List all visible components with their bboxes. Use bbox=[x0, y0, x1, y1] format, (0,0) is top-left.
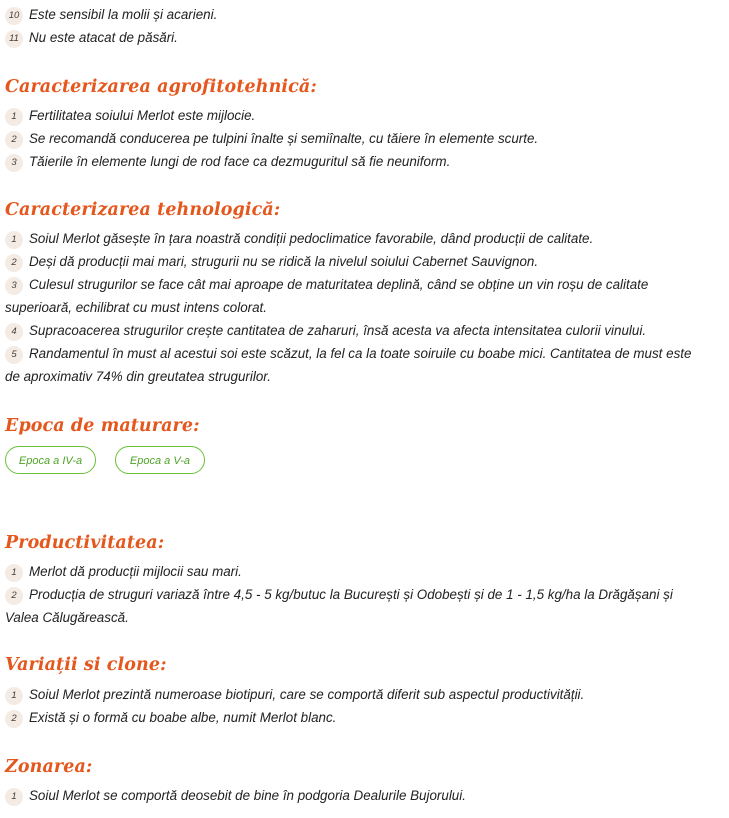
item-number: 11 bbox=[5, 30, 23, 48]
item-number: 3 bbox=[5, 277, 23, 295]
list-item bbox=[5, 683, 705, 706]
item-text: Deși dă producții mai mari, strugurii nu se ridică la nivelul soiului Cabernet Sauvignon. bbox=[29, 254, 539, 269]
item-text: Soiul Merlot se comportă deosebit de bine în podgoria Dealurile Bujorului. bbox=[29, 788, 466, 803]
item-number: 2 bbox=[5, 254, 23, 272]
tag-epoca-v[interactable]: Epoca a V-a bbox=[115, 446, 205, 474]
item-text: Fertilitatea soiului Merlot este mijlocie. bbox=[29, 108, 256, 123]
section-title-agrofitotehnica: Caracterizarea agrofitotehnică: bbox=[5, 77, 317, 97]
item-number: 2 bbox=[5, 710, 23, 728]
list-item bbox=[5, 319, 705, 342]
list-item bbox=[5, 150, 705, 173]
item-number: 1 bbox=[5, 788, 23, 806]
item-number: 3 bbox=[5, 154, 23, 172]
item-text: Este sensibil la molii și acarieni. bbox=[29, 7, 218, 22]
item-number: 2 bbox=[5, 131, 23, 149]
list-item bbox=[5, 342, 705, 388]
tag-epoca-iv[interactable]: Epoca a IV-a bbox=[5, 446, 96, 474]
section-title-epoca-maturare: Epoca de maturare: bbox=[5, 416, 200, 436]
item-number: 1 bbox=[5, 231, 23, 249]
list-item bbox=[5, 26, 705, 49]
list-item bbox=[5, 560, 705, 583]
section-title-variatii-clone: Variații si clone: bbox=[5, 655, 167, 675]
section-title-productivitatea: Productivitatea: bbox=[5, 533, 165, 553]
section-title-tehnologica: Caracterizarea tehnologică: bbox=[5, 200, 281, 220]
item-number: 1 bbox=[5, 108, 23, 126]
item-text: Soiul Merlot găsește în țara noastră condiții pedoclimatice favorabile, dând producții de calitate. bbox=[29, 231, 594, 246]
list-item bbox=[5, 127, 705, 150]
item-text: Soiul Merlot prezintă numeroase biotipuri, care se comportă diferit sub aspectul productivității. bbox=[29, 687, 585, 702]
item-text: Se recomandă conducerea pe tulpini înalte și semiînalte, cu tăiere în elemente scurte. bbox=[29, 131, 539, 146]
item-number: 2 bbox=[5, 587, 23, 605]
item-number: 10 bbox=[5, 7, 23, 25]
list-item bbox=[5, 784, 705, 807]
list-item bbox=[5, 104, 705, 127]
item-text: Culesul strugurilor se face cât mai aproape de maturitatea deplină, când se obține un vin roșu de calitate superioară, echilibrat cu must intens colorat. bbox=[5, 277, 649, 315]
list-item bbox=[5, 583, 705, 629]
item-text: Există și o formă cu boabe albe, numit Merlot blanc. bbox=[29, 710, 337, 725]
item-number: 1 bbox=[5, 564, 23, 582]
item-text: Tăierile în elemente lungi de rod face ca dezmuguritul să fie neuniform. bbox=[29, 154, 451, 169]
item-text: Producția de struguri variază între 4,5 - 5 kg/butuc la București și Odobești și de 1 - 1,5 kg/ha la Drăgășani și Valea Călugărească. bbox=[5, 587, 673, 625]
item-text: Randamentul în must al acestui soi este scăzut, la fel ca la toate soiruile cu boabe mici. Cantitatea de must este de aproximativ 74% din greutatea strugurilor. bbox=[5, 346, 692, 384]
item-text: Supracoacerea strugurilor crește cantitatea de zaharuri, însă acesta va afecta intensitatea culorii vinului. bbox=[29, 323, 647, 338]
list-item bbox=[5, 273, 705, 319]
list-item bbox=[5, 250, 705, 273]
item-number: 4 bbox=[5, 323, 23, 341]
section-title-zonarea: Zonarea: bbox=[5, 757, 93, 777]
list-item bbox=[5, 706, 705, 729]
item-text: Merlot dă producții mijlocii sau mari. bbox=[29, 564, 242, 579]
item-text: Nu este atacat de păsări. bbox=[29, 30, 178, 45]
item-number: 5 bbox=[5, 346, 23, 364]
list-item bbox=[5, 227, 705, 250]
list-item bbox=[5, 3, 705, 26]
item-number: 1 bbox=[5, 687, 23, 705]
